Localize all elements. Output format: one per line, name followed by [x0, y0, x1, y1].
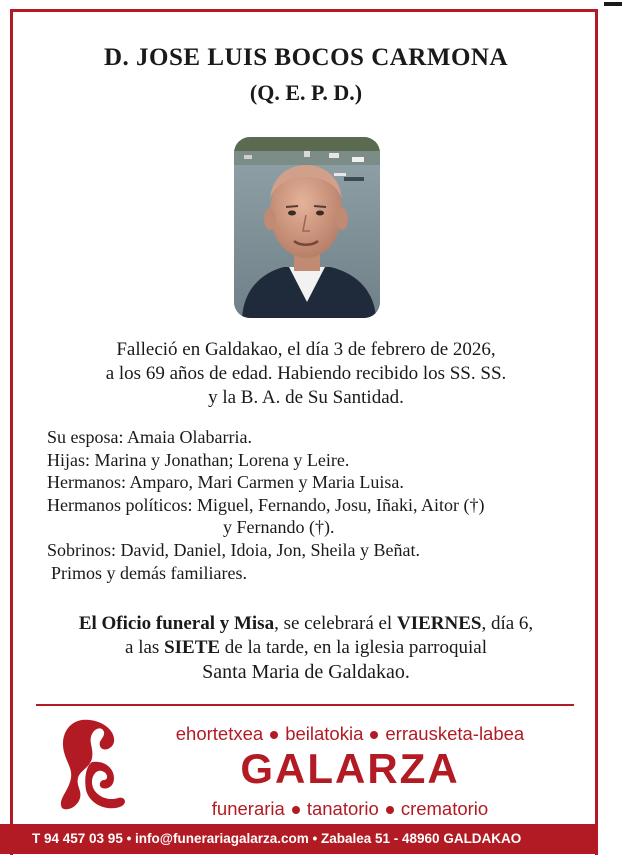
portrait-photo	[234, 137, 380, 318]
death-notice	[0, 338, 612, 410]
rip-label: (Q. E. P. D.)	[249, 80, 363, 105]
family-nephews: Sobrinos: David, Daniel, Idoia, Jon, Sheila y Beñat.	[47, 539, 420, 560]
funeral-line-1	[0, 612, 612, 636]
funeral-service-label: El Oficio funeral y Misa	[78, 613, 275, 634]
brand-name: GALARZA	[240, 745, 460, 792]
death-line-1: Falleció en Galdakao, el día 3 de febrero de 2026,	[116, 339, 496, 360]
death-line-2: a los 69 años de edad. Habiendo recibido los SS. SS.	[105, 363, 507, 384]
tag-ehortetxea: ehortetxea	[175, 723, 264, 744]
family-list	[47, 426, 484, 584]
funeral-day: VIERNES	[396, 613, 482, 634]
bullet-icon	[270, 731, 278, 739]
funeral-text-b: , día 6,	[481, 613, 534, 634]
bullet-icon	[370, 731, 378, 739]
tag-beilatokia: beilatokia	[285, 723, 364, 744]
tag-crematorio: crematorio	[400, 798, 489, 819]
deceased-name: D. JOSE LUIS BOCOS CARMONA	[103, 44, 509, 71]
corner-mark	[604, 2, 622, 6]
family-others: Primos y demás familiares.	[51, 562, 247, 583]
family-daughters: Hijas: Marina y Jonathan; Lorena y Leire.	[47, 449, 350, 470]
funeral-text-c: a las	[125, 637, 165, 658]
family-siblings: Hermanos: Amparo, Mari Carmen y Maria Luisa.	[47, 472, 404, 493]
funeral-place: Santa Maria de Galdakao.	[202, 661, 410, 683]
contact-footer: T 94 457 03 95 • info@funerariagalarza.com • Zabalea 51 - 48960 GALDAKAO	[0, 824, 598, 854]
family-spouse: Su esposa: Amaia Olabarria.	[47, 427, 252, 447]
divider	[36, 704, 574, 706]
funeral-line-2	[0, 636, 612, 660]
branding-tags-bottom	[140, 798, 560, 820]
funeral-notice	[0, 612, 612, 684]
family-in-laws-cont: y Fernando (†).	[223, 517, 335, 538]
funeral-hour: SIETE	[164, 637, 221, 658]
tag-tanatorio: tanatorio	[306, 798, 379, 819]
tag-errausketa-labea: errausketa-labea	[385, 723, 525, 744]
tag-funeraria: funeraria	[211, 798, 285, 819]
galarza-logo-icon	[52, 712, 132, 812]
bullet-icon	[386, 806, 394, 814]
branding-tags-top	[140, 723, 560, 745]
funeral-text-a: , se celebrará el	[274, 613, 397, 634]
death-line-3: y la B. A. de Su Santidad.	[208, 387, 404, 408]
funeral-text-d: de la tarde, en la iglesia parroquial	[220, 637, 487, 658]
family-in-laws: Hermanos políticos: Miguel, Fernando, Josu, Iñaki, Aitor (†)	[47, 494, 485, 515]
bullet-icon	[292, 806, 300, 814]
